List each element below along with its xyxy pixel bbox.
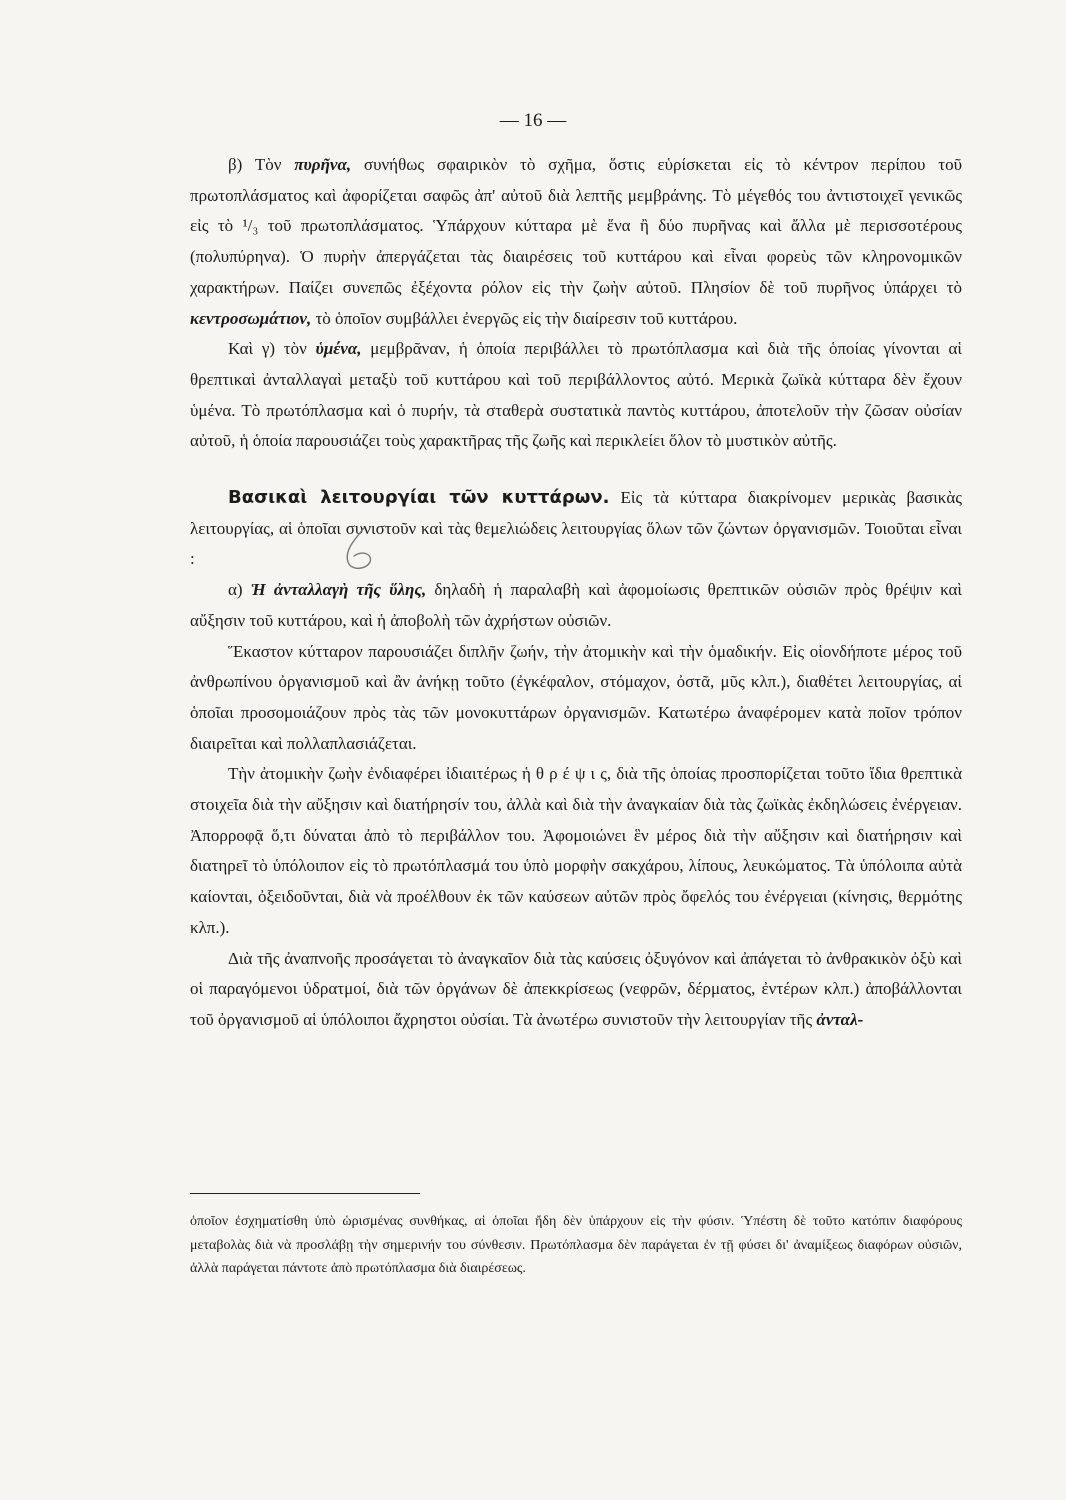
emphasized-term: πυρῆνα,: [294, 155, 352, 174]
text-run: μεμβρᾶναν, ἡ ὁποία περιβάλλει τὸ πρωτόπλασμα καὶ διὰ τῆς ὁποίας γίνονται αἱ θρεπτικαὶ ἀνταλλαγαὶ μεταξὺ τοῦ κυττάρου καὶ τοῦ περιβάλλοντος αὐτό. Μερικὰ ζωϊκὰ κύτταρα δὲν ἔχουν ὑμένα. Τὸ πρωτόπλασμα καὶ ὁ πυρήν, τὰ σταθερὰ συστατικὰ παντὸς κυττάρου, ἀποτελοῦν τὴν ζῶσαν οὐσίαν αὐτοῦ, ἡ ὁποία παρουσιάζει τοὺς χαρακτῆρας τῆς ζωῆς καὶ περικλείει ὅλον τὸ μυστικὸν αὐτῆς.: [190, 339, 962, 451]
paragraph: [190, 759, 962, 943]
emphasized-term: κεντροσωμάτιον,: [190, 308, 312, 328]
text-run: συνήθως σφαιρικὸν τὸ σχῆμα, ὅστις εὑρίσκεται εἰς τὸ κέντρον περίπου τοῦ πρωτοπλάσματος καὶ ἀφορίζεται σαφῶς ἀπ' αὐτοῦ διὰ λεπτῆς μεμβράνης. Τὸ μέγεθός του ἀντιστοιχεῖ γενικῶς εἰς τὸ ¹/₃ τοῦ πρωτοπλάσματος. Ὑπάρχουν κύτταρα μὲ ἕνα ἢ δύο πυρῆνας καὶ ἄλλα μὲ περισσοτέρους (πολυπύρηνα). Ὁ πυρὴν ἀπεργάζεται τὰς διαιρέσεις τοῦ κυττάρου καὶ εἶναι φορεὺς τῶν κληρονομικῶν χαρακτήρων. Παίζει συνεπῶς ἐξέχοντα ρόλον εἰς τὴν ζωὴν αὐτοῦ. Πλησίον δὲ τοῦ πυρῆνος ὑπάρχει τὸ: [190, 155, 963, 297]
text-run: Ἕκαστον κύτταρον παρουσιάζει διπλῆν ζωήν, τὴν ἀτομικὴν καὶ τὴν ὁμαδικήν. Εἰς οἱονδήποτε μέρος τοῦ ἀνθρωπίνου ὀργανισμοῦ καὶ ἂν ἀνήκῃ τοῦτο (ἐγκέφαλον, στόμαχον, ὀστᾶ, μῦς κλπ.), διαθέτει λειτουργίας, αἱ ὁποῖαι προσομοιάζουν πρὸς τὰς τῶν μονοκυττάρων ὀργανισμῶν. Κατωτέρω ἀναφέρομεν κατὰ ποῖον τρόπον διαιρεῖται καὶ πολλαπλασιάζεται.: [190, 641, 962, 753]
paragraph: [190, 334, 962, 457]
footnote: ὁποῖον ἐσχηματίσθη ὑπὸ ὡρισμένας συνθήκας, αἱ ὁποῖαι ἤδη δὲν ὑπάρχουν εἰς τὴν φύσιν. Ὑπέστη δὲ τοῦτο κατόπιν διαφόρους μεταβολὰς διὰ νὰ προσλάβῃ τὴν σημερινήν του σύνθεσιν. Πρωτόπλασμα δὲν παράγεται ἐν τῇ φύσει δι' ἀναμίξεως διαφόρων οὐσιῶν, ἀλλὰ παράγεται πάντοτε ἀπὸ πρωτόπλασμα διὰ διαιρέσεως.: [190, 1214, 962, 1276]
body-text: [190, 150, 962, 1036]
paragraph: [190, 944, 962, 1036]
text-run: α): [228, 580, 251, 600]
emphasized-term: Ἡ ἀνταλλαγὴ τῆς ὕλης,: [250, 580, 427, 600]
paragraph: [190, 150, 962, 334]
page-number: — 16 —: [499, 110, 567, 131]
text-run: τὸ ὁποῖον συμβάλλει ἐνεργῶς εἰς τὴν διαίρεσιν τοῦ κυττάρου.: [311, 308, 738, 328]
text-run: Καὶ γ) τὸν: [228, 339, 316, 359]
text-run: Διὰ τῆς ἀναπνοῆς προσάγεται τὸ ἀναγκαῖον διὰ τὰς καύσεις ὀξυγόνον καὶ ἀπάγεται τὸ ἀνθρακικὸν ὀξὺ καὶ οἱ παραγόμενοι ὑδρατμοί, διὰ τῶν ὀργάνων δὲ ἀπεκκρίσεως (νεφρῶν, δέρματος, ἐντέρων κλπ.) ἀποβάλλονται τοῦ ὀργανισμοῦ αἱ ὑπόλοιποι ἄχρηστοι οὐσίαι. Τὰ ἀνωτέρω συνιστοῦν τὴν λειτουργίαν τῆς: [190, 948, 962, 1029]
emphasized-term: ὑμένα,: [315, 339, 362, 359]
text-run: Τὴν ἀτομικὴν ζωὴν ἐνδιαφέρει ἰδιαιτέρως ἡ θ ρ έ ψ ι ς, διὰ τῆς ὁποίας προσπορίζεται τοῦτο ἴδια θρεπτικὰ στοιχεῖα διὰ τὴν αὔξησιν καὶ διατήρησίν του, ἀλλὰ καὶ διὰ τὴν ἀναγκαίαν διὰ τὰς ζωϊκὰς ἐκδηλώσεις ἐνέργειαν. Ἀπορροφᾷ ὅ,τι δύναται ἀπὸ τὸ περιβάλλον του. Ἀφομοιώνει ἓν μέρος διὰ τὴν αὔξησιν καὶ διατήρησιν καὶ διατηρεῖ τὸ ὑπόλοιπον εἰς τὸ πρωτόπλασμά του ὑπὸ μορφὴν σακχάρου, λίπους, λευκώματος. Τὰ ὑπόλοιπα αὐτὰ καίονται, ὀξειδοῦνται, διὰ νὰ προέλθουν ἐκ τῶν καύσεων αὐτῶν πρὸς ὄφελός του ἐνέργειαι (κίνησις, θερμότης κλπ.).: [190, 764, 962, 937]
text-run: Εἰς τὰ κύτταρα διακρίνομεν μερικὰς βασικὰς λειτουργίας, αἱ ὁποῖαι συνιστοῦν καὶ τὰς θεμελιώδεις λειτουργίας ὅλων τῶν ζώντων ὀργανισμῶν. Τοιοῦται εἶναι :: [190, 488, 962, 569]
text-run: β) Τὸν: [228, 155, 295, 174]
section-heading: Βασικαὶ λειτουργίαι τῶν κυττάρων.: [228, 487, 610, 509]
text-run: δηλαδὴ ἡ παραλαβὴ καὶ ἀφομοίωσις θρεπτικῶν οὐσιῶν πρὸς θρέψιν καὶ αὔξησιν τοῦ κυττάρου, καὶ ἡ ἀποβολὴ τῶν ἀχρήστων οὐσιῶν.: [190, 580, 962, 630]
paragraph: [190, 483, 962, 575]
emphasized-term: ἀνταλ-: [816, 1009, 864, 1029]
paragraph: [190, 637, 962, 760]
paragraph: [190, 575, 962, 636]
handwritten-pencil-mark-icon: [336, 524, 386, 574]
footnote-rule: [190, 1193, 420, 1194]
